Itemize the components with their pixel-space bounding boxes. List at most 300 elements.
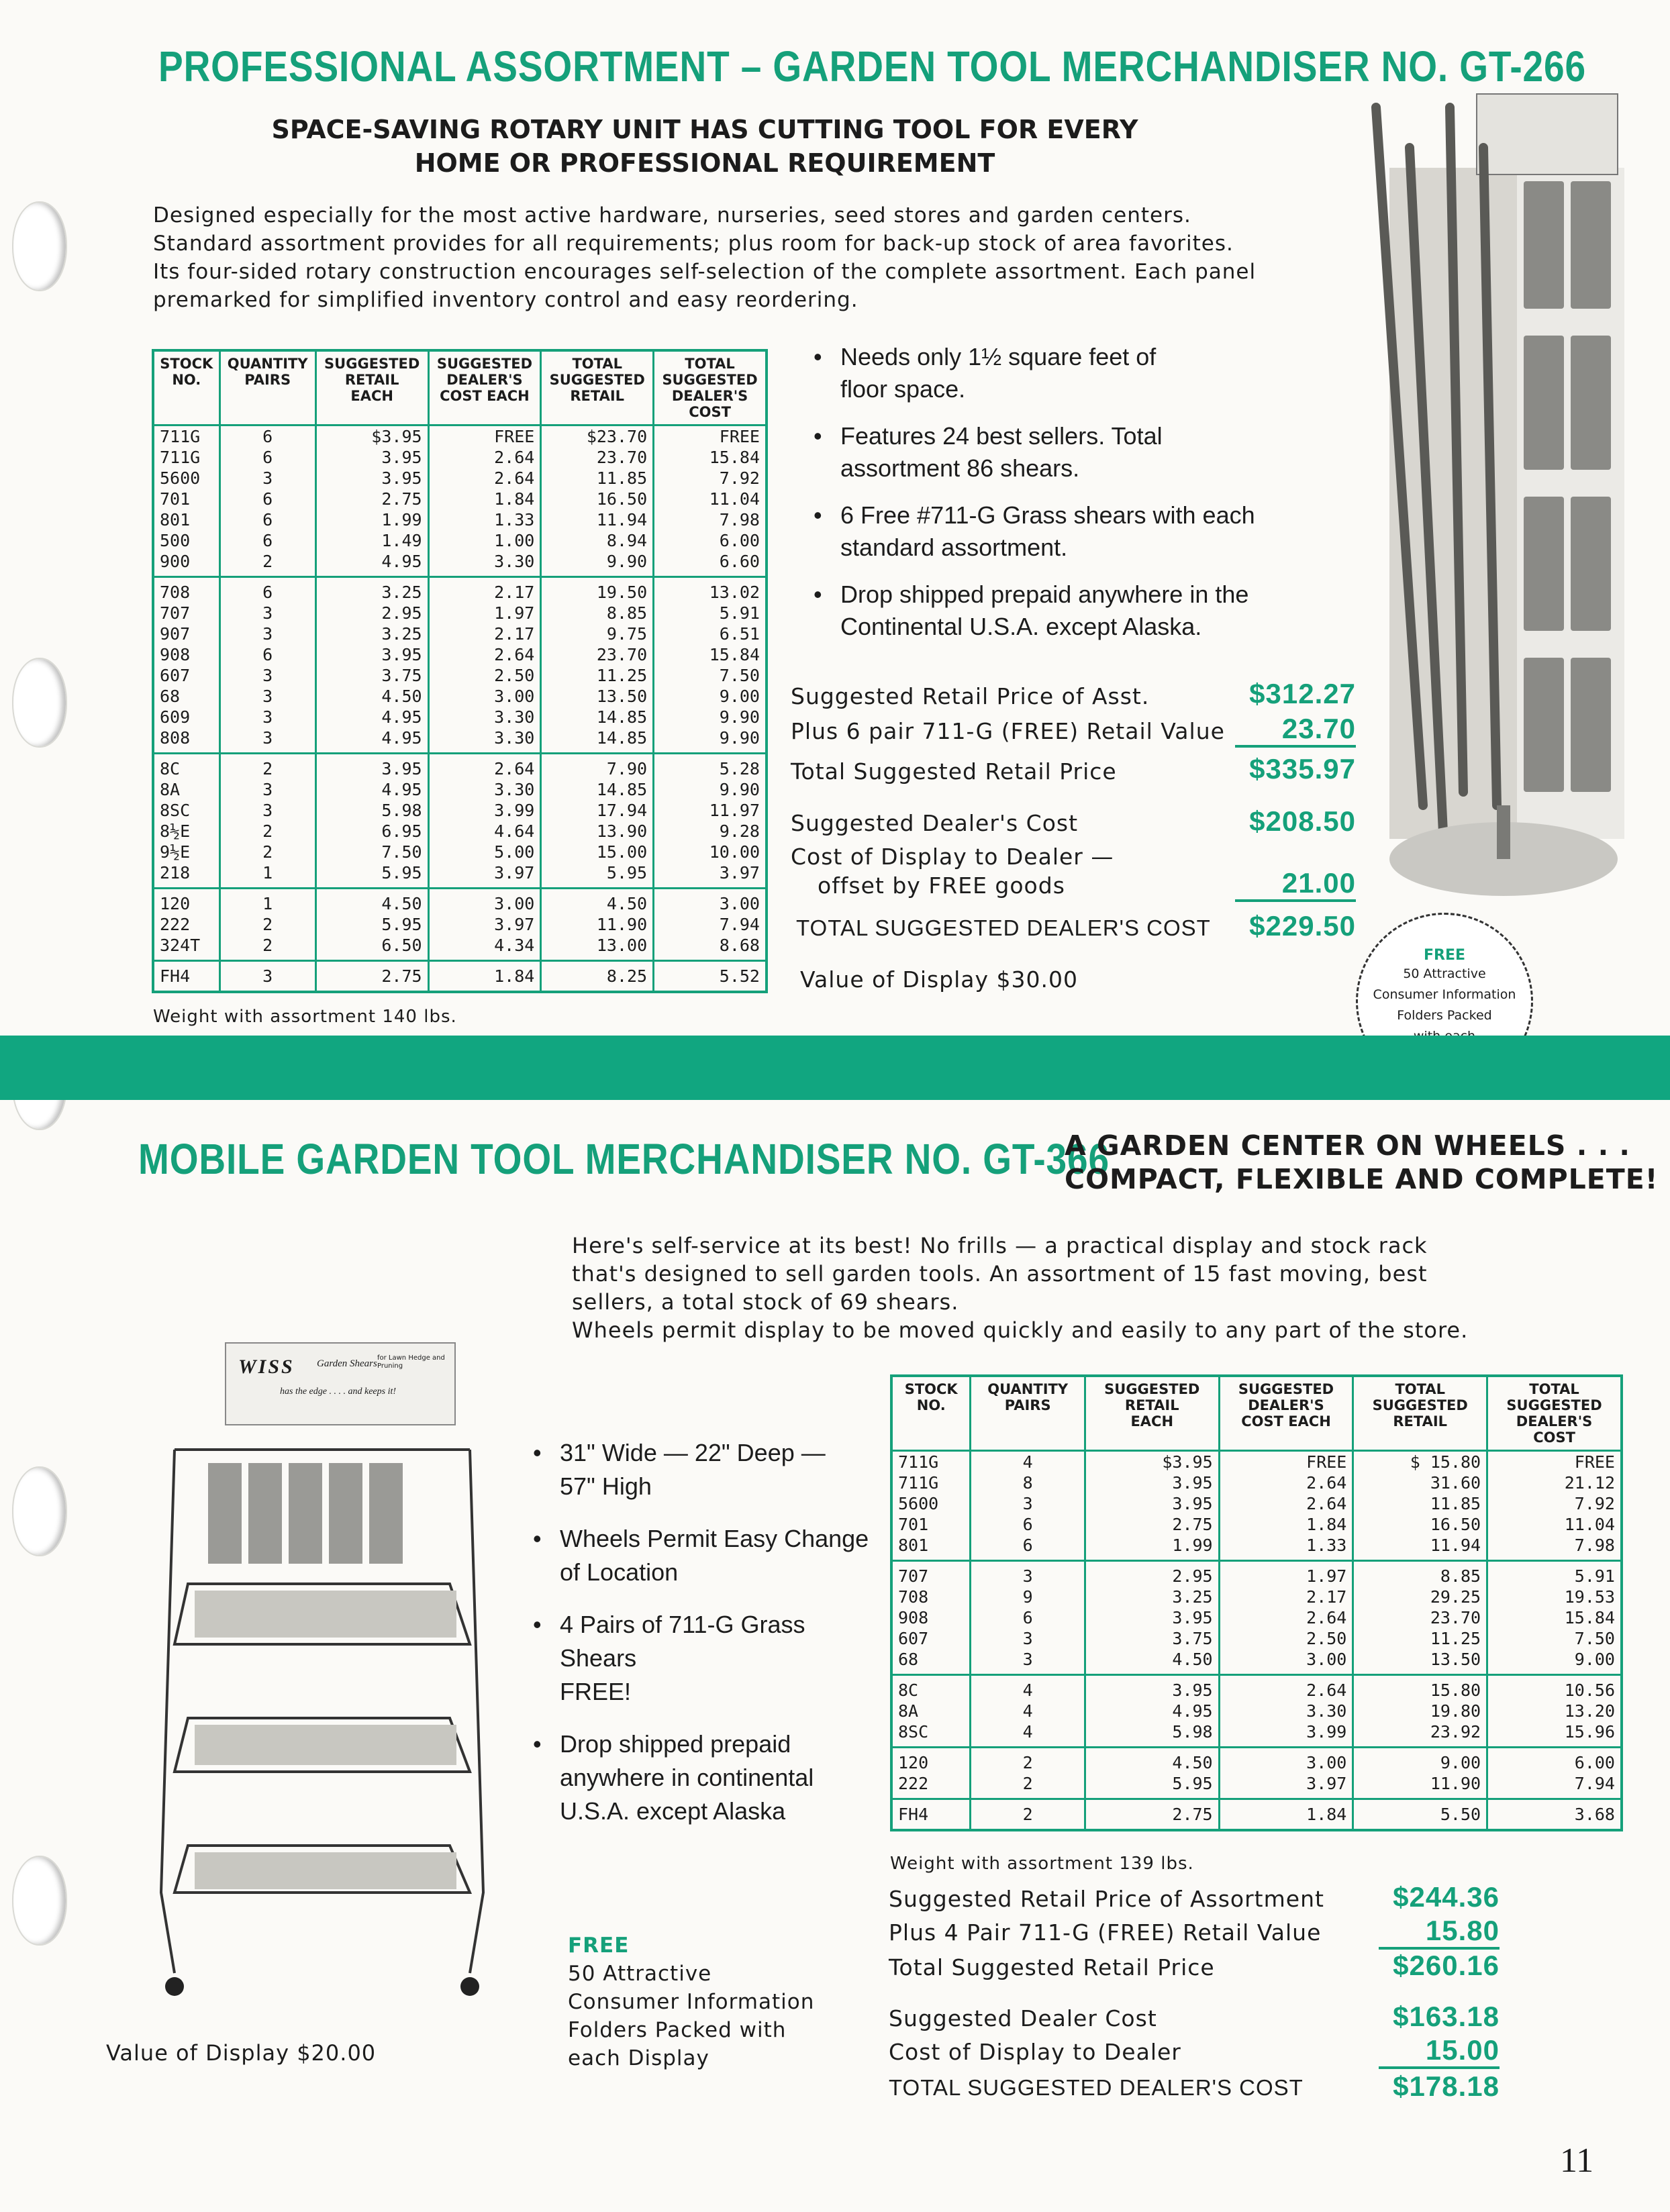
table-cell: FREE <box>1219 1451 1353 1473</box>
binder-hole <box>12 658 67 748</box>
table-cell: 7.92 <box>1487 1493 1622 1514</box>
table-cell: 13.02 <box>654 577 767 603</box>
bullet-item: • Wheels Permit Easy Change of Location <box>530 1522 879 1589</box>
table-cell: 8.85 <box>541 603 654 623</box>
table-cell: 11.85 <box>541 468 654 489</box>
table-cell: 801 <box>153 509 219 530</box>
binder-hole <box>12 201 67 291</box>
table-row <box>891 1701 1622 1721</box>
table-cell: 3.00 <box>1219 1748 1353 1774</box>
table-cell: 1.33 <box>1219 1535 1353 1561</box>
column-header: TOTAL SUGGESTED RETAIL <box>1353 1376 1487 1451</box>
table-cell: 1.84 <box>1219 1799 1353 1831</box>
gt266-plus-value: 23.70 <box>1235 713 1356 748</box>
free-badge-text: 50 Attractive Consumer Information Folders Packed <box>1373 966 1516 1023</box>
table-cell: 15.96 <box>1487 1721 1622 1748</box>
table-cell: 4.64 <box>428 821 541 842</box>
table-cell: 2.64 <box>428 447 541 468</box>
display-sign <box>225 1342 456 1425</box>
table-cell: 4.34 <box>428 935 541 961</box>
table-cell: 1.97 <box>428 603 541 623</box>
table-cell: 23.70 <box>541 447 654 468</box>
table-cell: 6 <box>219 644 315 665</box>
table-cell: 4.95 <box>315 707 428 727</box>
desc-line: Standard assortment provides for all requirements; plus room for back-up stock of area favorites. <box>153 232 1234 256</box>
table-cell: 23.70 <box>541 644 654 665</box>
table-cell: 2.64 <box>1219 1675 1353 1701</box>
table-cell: 2.95 <box>315 603 428 623</box>
gt366-total-dealer-label: TOTAL SUGGESTED DEALER'S COST <box>889 2075 1304 2100</box>
gt366-bullet-list <box>530 1436 879 1828</box>
table-cell: 3.25 <box>1085 1587 1219 1607</box>
table-cell: 711G <box>891 1451 971 1473</box>
rotary-display-photo <box>1363 67 1658 906</box>
table-cell: 5.28 <box>654 754 767 780</box>
table-cell: 6.51 <box>654 623 767 644</box>
table-cell: 3.30 <box>1219 1701 1353 1721</box>
table-cell: 2.64 <box>428 644 541 665</box>
gt366-total-retail-label: Total Suggested Retail Price <box>889 1954 1215 1980</box>
table-cell: 3.30 <box>428 727 541 754</box>
table-cell: 7.94 <box>654 914 767 935</box>
table-cell: 6 <box>219 530 315 551</box>
table-cell: 19.50 <box>541 577 654 603</box>
table-cell: 3.97 <box>428 862 541 889</box>
table-cell: 1.84 <box>428 961 541 993</box>
table-cell: 3 <box>219 686 315 707</box>
table-cell: FH4 <box>891 1799 971 1831</box>
table-cell: 4.95 <box>315 727 428 754</box>
gt366-display-cost-label: Cost of Display to Dealer <box>889 2039 1181 2065</box>
table-cell: 3.00 <box>654 889 767 915</box>
gt366-tagline <box>1065 1129 1658 1196</box>
table-cell: 8A <box>153 779 219 800</box>
table-cell: 5.52 <box>654 961 767 993</box>
table-cell: 9.90 <box>654 707 767 727</box>
gt366-dealer-cost-value: $163.18 <box>1393 2001 1500 2032</box>
table-cell: 1 <box>219 862 315 889</box>
table-cell: 711G <box>891 1472 971 1493</box>
table-row <box>891 1535 1622 1561</box>
desc-line: Wheels permit display to be moved quickly and easily to any part of the store. <box>572 1317 1469 1343</box>
table-cell: 6 <box>971 1514 1085 1535</box>
table-row <box>153 800 767 821</box>
table-cell: 7.98 <box>1487 1535 1622 1561</box>
column-header: STOCK NO. <box>153 350 219 425</box>
page-number: 11 <box>1560 2142 1594 2180</box>
table-cell: 15.80 <box>1353 1675 1487 1701</box>
gt366-title: MOBILE GARDEN TOOL MERCHANDISER NO. GT-366 <box>138 1135 1110 1183</box>
bullet-item: • Features 24 best sellers. Total assortment 86 shears. <box>811 420 1334 485</box>
table-cell: 2.17 <box>428 577 541 603</box>
table-cell: 19.80 <box>1353 1701 1487 1721</box>
table-cell: 7.94 <box>1487 1773 1622 1799</box>
table-cell: 1.33 <box>428 509 541 530</box>
table-cell: 2 <box>219 821 315 842</box>
table-cell: 11.94 <box>1353 1535 1487 1561</box>
table-cell: 8C <box>153 754 219 780</box>
table-cell: 120 <box>153 889 219 915</box>
gt366-dealer-cost-label: Suggested Dealer Cost <box>889 2005 1157 2031</box>
table-cell: FREE <box>1487 1451 1622 1473</box>
table-cell: 3.95 <box>1085 1675 1219 1701</box>
table-row <box>153 779 767 800</box>
section-divider-band <box>0 1036 1670 1100</box>
table-cell: 5600 <box>891 1493 971 1514</box>
table-cell: 1.97 <box>1219 1561 1353 1587</box>
table-cell: 5.98 <box>315 800 428 821</box>
desc-line: Here's self-service at its best! No frills — a practical display and stock rack <box>572 1233 1428 1258</box>
table-cell: 31.60 <box>1353 1472 1487 1493</box>
table-cell: 15.84 <box>654 447 767 468</box>
table-row <box>153 489 767 509</box>
table-cell: 8SC <box>153 800 219 821</box>
table-row <box>153 821 767 842</box>
table-cell: 4.95 <box>315 551 428 577</box>
table-cell: FREE <box>428 425 541 448</box>
table-cell: 6.00 <box>654 530 767 551</box>
table-cell: 3.97 <box>428 914 541 935</box>
table-cell: 11.25 <box>541 665 654 686</box>
table-cell: 9.00 <box>654 686 767 707</box>
table-row <box>153 961 767 993</box>
table-cell: 908 <box>153 644 219 665</box>
table-cell: 4.50 <box>315 686 428 707</box>
table-cell: 5.91 <box>1487 1561 1622 1587</box>
table-row <box>153 623 767 644</box>
table-cell: 1 <box>219 889 315 915</box>
table-cell: 9.75 <box>541 623 654 644</box>
table-cell: 23.92 <box>1353 1721 1487 1748</box>
table-cell: 3 <box>971 1561 1085 1587</box>
bullet-item: • Drop shipped prepaid anywhere in the Continental U.S.A. except Alaska. <box>811 579 1334 643</box>
table-cell: 607 <box>891 1628 971 1649</box>
table-cell: 907 <box>153 623 219 644</box>
desc-line: Its four-sided rotary construction encourages self-selection of the complete assortment. Each panel <box>153 260 1257 284</box>
gt366-weight: Weight with assortment 139 lbs. <box>890 1854 1194 1874</box>
desc-line: premarked for simplified inventory control and easy reordering. <box>153 288 858 312</box>
table-cell: 2.17 <box>428 623 541 644</box>
table-cell: 3.95 <box>1085 1493 1219 1514</box>
table-cell: 13.50 <box>541 686 654 707</box>
table-row <box>153 603 767 623</box>
gt266-bullet-list <box>811 341 1334 643</box>
table-cell: 6 <box>219 447 315 468</box>
table-row <box>153 889 767 915</box>
table-cell: 1.49 <box>315 530 428 551</box>
gt266-total-retail-value: $335.97 <box>1249 753 1356 785</box>
table-cell: 3 <box>219 800 315 821</box>
table-cell: 6 <box>219 489 315 509</box>
table-cell: 8.94 <box>541 530 654 551</box>
table-cell: 3 <box>219 603 315 623</box>
table-cell: 6 <box>971 1607 1085 1628</box>
table-cell: 2 <box>219 914 315 935</box>
table-cell: 9 <box>971 1587 1085 1607</box>
column-header: SUGGESTED DEALER'S COST EACH <box>428 350 541 425</box>
gt266-display-cost-label-2: offset by FREE goods <box>818 872 1065 899</box>
column-header: QUANTITY PAIRS <box>971 1376 1085 1451</box>
table-cell: 609 <box>153 707 219 727</box>
table-cell: 3.30 <box>428 779 541 800</box>
table-cell: 15.84 <box>1487 1607 1622 1628</box>
sign-small: for Lawn Hedge and Pruning <box>377 1354 445 1370</box>
table-cell: $3.95 <box>315 425 428 448</box>
table-row <box>891 1748 1622 1774</box>
gt266-plus-label: Plus 6 pair 711-G (FREE) Retail Value <box>791 718 1225 744</box>
bullet-item: • 31" Wide — 22" Deep — 57" High <box>530 1436 879 1503</box>
column-header: TOTAL SUGGESTED RETAIL <box>541 350 654 425</box>
table-cell: 68 <box>153 686 219 707</box>
table-row <box>153 425 767 448</box>
table-cell: 324T <box>153 935 219 961</box>
column-header: TOTAL SUGGESTED DEALER'S COST <box>1487 1376 1622 1451</box>
table-cell: 6 <box>219 509 315 530</box>
column-header: SUGGESTED RETAIL EACH <box>315 350 428 425</box>
table-cell: FREE <box>654 425 767 448</box>
bullet-item: • 4 Pairs of 711-G Grass Shears FREE! <box>530 1608 879 1709</box>
table-cell: 16.50 <box>1353 1514 1487 1535</box>
rotary-display-illustration <box>1363 67 1658 906</box>
table-cell: 4.95 <box>1085 1701 1219 1721</box>
table-cell: 5.91 <box>654 603 767 623</box>
table-cell: 2.64 <box>1219 1472 1353 1493</box>
table-cell: 2.17 <box>1219 1587 1353 1607</box>
table-cell: 1.99 <box>315 509 428 530</box>
gt266-subtitle-line1: SPACE-SAVING ROTARY UNIT HAS CUTTING TOOL FOR EVERY <box>271 115 1138 144</box>
table-cell: 6 <box>971 1535 1085 1561</box>
table-row <box>891 1493 1622 1514</box>
table-row <box>153 468 767 489</box>
table-cell: 218 <box>153 862 219 889</box>
table-cell: 1.00 <box>428 530 541 551</box>
table-cell: 5.95 <box>1085 1773 1219 1799</box>
table-cell: 3.00 <box>428 889 541 915</box>
table-cell: 68 <box>891 1649 971 1675</box>
gt366-free-note: FREE 50 Attractive Consumer Information Folders Packed with each Display <box>568 1931 814 2072</box>
gt266-retail-asst-label: Suggested Retail Price of Asst. <box>791 683 1150 709</box>
table-cell: 3.99 <box>428 800 541 821</box>
table-cell: 15.00 <box>541 842 654 862</box>
table-cell: 4 <box>971 1451 1085 1473</box>
gt266-dealer-cost-value: $208.50 <box>1249 805 1356 837</box>
table-cell: 3.25 <box>315 623 428 644</box>
table-cell: 3 <box>219 623 315 644</box>
table-row <box>153 914 767 935</box>
table-cell: 11.90 <box>541 914 654 935</box>
table-row <box>891 1675 1622 1701</box>
table-row <box>891 1649 1622 1675</box>
table-cell: 2 <box>971 1799 1085 1831</box>
table-cell: $3.95 <box>1085 1451 1219 1473</box>
table-cell: 9.90 <box>541 551 654 577</box>
table-cell: 8C <box>891 1675 971 1701</box>
table-row <box>153 754 767 780</box>
table-cell: 5.00 <box>428 842 541 862</box>
table-cell: 711G <box>153 447 219 468</box>
table-row <box>891 1587 1622 1607</box>
table-cell: 6.95 <box>315 821 428 842</box>
table-cell: 6 <box>219 425 315 448</box>
binder-hole <box>12 1466 67 1556</box>
table-cell: 900 <box>153 551 219 577</box>
table-cell: 11.04 <box>654 489 767 509</box>
table-cell: 7.50 <box>654 665 767 686</box>
table-cell: 3 <box>219 961 315 993</box>
table-row <box>891 1451 1622 1473</box>
table-cell: 707 <box>153 603 219 623</box>
table-cell: 2.75 <box>1085 1514 1219 1535</box>
table-cell: 6.50 <box>315 935 428 961</box>
table-cell: 10.56 <box>1487 1675 1622 1701</box>
table-cell: 21.12 <box>1487 1472 1622 1493</box>
table-cell: 3.00 <box>1219 1649 1353 1675</box>
table-cell: 3.75 <box>315 665 428 686</box>
table-cell: 14.85 <box>541 707 654 727</box>
table-cell: 8 <box>971 1472 1085 1493</box>
table-cell: 6 <box>219 577 315 603</box>
table-cell: 7.92 <box>654 468 767 489</box>
table-cell: 701 <box>153 489 219 509</box>
table-cell: 4 <box>971 1721 1085 1748</box>
table-cell: 908 <box>891 1607 971 1628</box>
table-cell: $23.70 <box>541 425 654 448</box>
table-cell: 7.50 <box>1487 1628 1622 1649</box>
table-cell: 2.64 <box>1219 1493 1353 1514</box>
column-header: QUANTITY PAIRS <box>219 350 315 425</box>
table-row <box>891 1561 1622 1587</box>
gt266-display-value: Value of Display $30.00 <box>800 966 1079 993</box>
table-row <box>153 862 767 889</box>
gt366-total-retail-value: $260.16 <box>1393 1950 1500 1981</box>
table-cell: 5.50 <box>1353 1799 1487 1831</box>
table-cell: 711G <box>153 425 219 448</box>
table-cell: 9.00 <box>1487 1649 1622 1675</box>
table-row <box>153 644 767 665</box>
table-cell: 1.84 <box>428 489 541 509</box>
wire-rack-illustration <box>134 1423 510 2027</box>
table-row <box>153 551 767 577</box>
table-cell: 3.99 <box>1219 1721 1353 1748</box>
table-cell: 16.50 <box>541 489 654 509</box>
gt366-tagline-2: COMPACT, FLEXIBLE AND COMPLETE! <box>1065 1163 1659 1195</box>
table-cell: 2.75 <box>315 961 428 993</box>
table-cell: 13.20 <box>1487 1701 1622 1721</box>
table-cell: 8A <box>891 1701 971 1721</box>
table-cell: 801 <box>891 1535 971 1561</box>
table-cell: 808 <box>153 727 219 754</box>
gt366-description <box>572 1231 1565 1344</box>
table-cell: 607 <box>153 665 219 686</box>
gt366-display-value: Value of Display $20.00 <box>106 2040 377 2066</box>
table-row <box>153 842 767 862</box>
table-cell: 5.98 <box>1085 1721 1219 1748</box>
sign-brand: WISS <box>238 1356 295 1378</box>
table-cell: 13.50 <box>1353 1649 1487 1675</box>
table-cell: 5600 <box>153 468 219 489</box>
table-cell: 15.84 <box>654 644 767 665</box>
column-header: STOCK NO. <box>891 1376 971 1451</box>
table-row <box>891 1721 1622 1748</box>
table-row <box>891 1514 1622 1535</box>
table-cell: 11.04 <box>1487 1514 1622 1535</box>
table-cell: 3.95 <box>315 447 428 468</box>
gt366-plus-label: Plus 4 Pair 711-G (FREE) Retail Value <box>889 1919 1322 1946</box>
gt266-display-cost-label: Cost of Display to Dealer — <box>791 844 1114 870</box>
gt366-plus-value: 15.80 <box>1379 1915 1500 1950</box>
table-cell: 222 <box>891 1773 971 1799</box>
table-cell: 5.95 <box>315 914 428 935</box>
table-cell: 4 <box>971 1701 1085 1721</box>
table-cell: 4 <box>971 1675 1085 1701</box>
table-cell: 3 <box>219 727 315 754</box>
table-row <box>153 577 767 603</box>
table-cell: 120 <box>891 1748 971 1774</box>
table-row <box>153 509 767 530</box>
table-cell: 708 <box>891 1587 971 1607</box>
table-cell: 3.75 <box>1085 1628 1219 1649</box>
table-cell: 3 <box>971 1628 1085 1649</box>
table-cell: 5.95 <box>315 862 428 889</box>
gt266-total-dealer-label: TOTAL SUGGESTED DEALER'S COST <box>796 915 1211 940</box>
mobile-display-photo <box>134 1342 510 2027</box>
table-row <box>891 1472 1622 1493</box>
table-cell: 2.75 <box>1085 1799 1219 1831</box>
table-cell: 222 <box>153 914 219 935</box>
table-cell: 500 <box>153 530 219 551</box>
table-row <box>153 935 767 961</box>
table-cell: 10.00 <box>654 842 767 862</box>
table-cell: 7.50 <box>315 842 428 862</box>
table-cell: 7.90 <box>541 754 654 780</box>
gt366-retail-asst-value: $244.36 <box>1393 1881 1500 1913</box>
table-row <box>891 1628 1622 1649</box>
table-cell: 3 <box>219 468 315 489</box>
gt266-subtitle <box>201 113 1208 180</box>
table-row <box>153 686 767 707</box>
desc-line: Designed especially for the most active hardware, nurseries, seed stores and garden centers. <box>153 203 1191 228</box>
table-cell: 4.50 <box>1085 1748 1219 1774</box>
table-cell: 3.95 <box>1085 1472 1219 1493</box>
table-cell: 3 <box>971 1493 1085 1514</box>
table-cell: 13.00 <box>541 935 654 961</box>
sign-script: Garden Shears <box>317 1358 377 1369</box>
gt366-stock-table <box>890 1374 1623 1831</box>
table-cell: 9.28 <box>654 821 767 842</box>
bullet-item: • Drop shipped prepaid anywhere in continental U.S.A. except Alaska <box>530 1727 879 1828</box>
gt266-stock-table <box>152 349 768 993</box>
table-row <box>153 707 767 727</box>
table-cell: 3.95 <box>315 644 428 665</box>
table-row <box>891 1773 1622 1799</box>
table-cell: 6.00 <box>1487 1748 1622 1774</box>
gt266-display-cost-value: 21.00 <box>1235 867 1356 902</box>
table-cell: FH4 <box>153 961 219 993</box>
bullet-item: • Needs only 1½ square feet of floor space. <box>811 341 1334 405</box>
table-cell: 11.85 <box>1353 1493 1487 1514</box>
table-cell: 9.00 <box>1353 1748 1487 1774</box>
table-cell: 4.95 <box>315 779 428 800</box>
table-cell: 23.70 <box>1353 1607 1487 1628</box>
gt266-total-dealer-value: $229.50 <box>1249 910 1356 942</box>
table-cell: 14.85 <box>541 727 654 754</box>
table-cell: 2 <box>219 842 315 862</box>
table-row <box>891 1607 1622 1628</box>
table-cell: 3.30 <box>428 551 541 577</box>
gt366-total-dealer-value: $178.18 <box>1393 2070 1500 2102</box>
table-cell: 19.53 <box>1487 1587 1622 1607</box>
table-row <box>153 665 767 686</box>
